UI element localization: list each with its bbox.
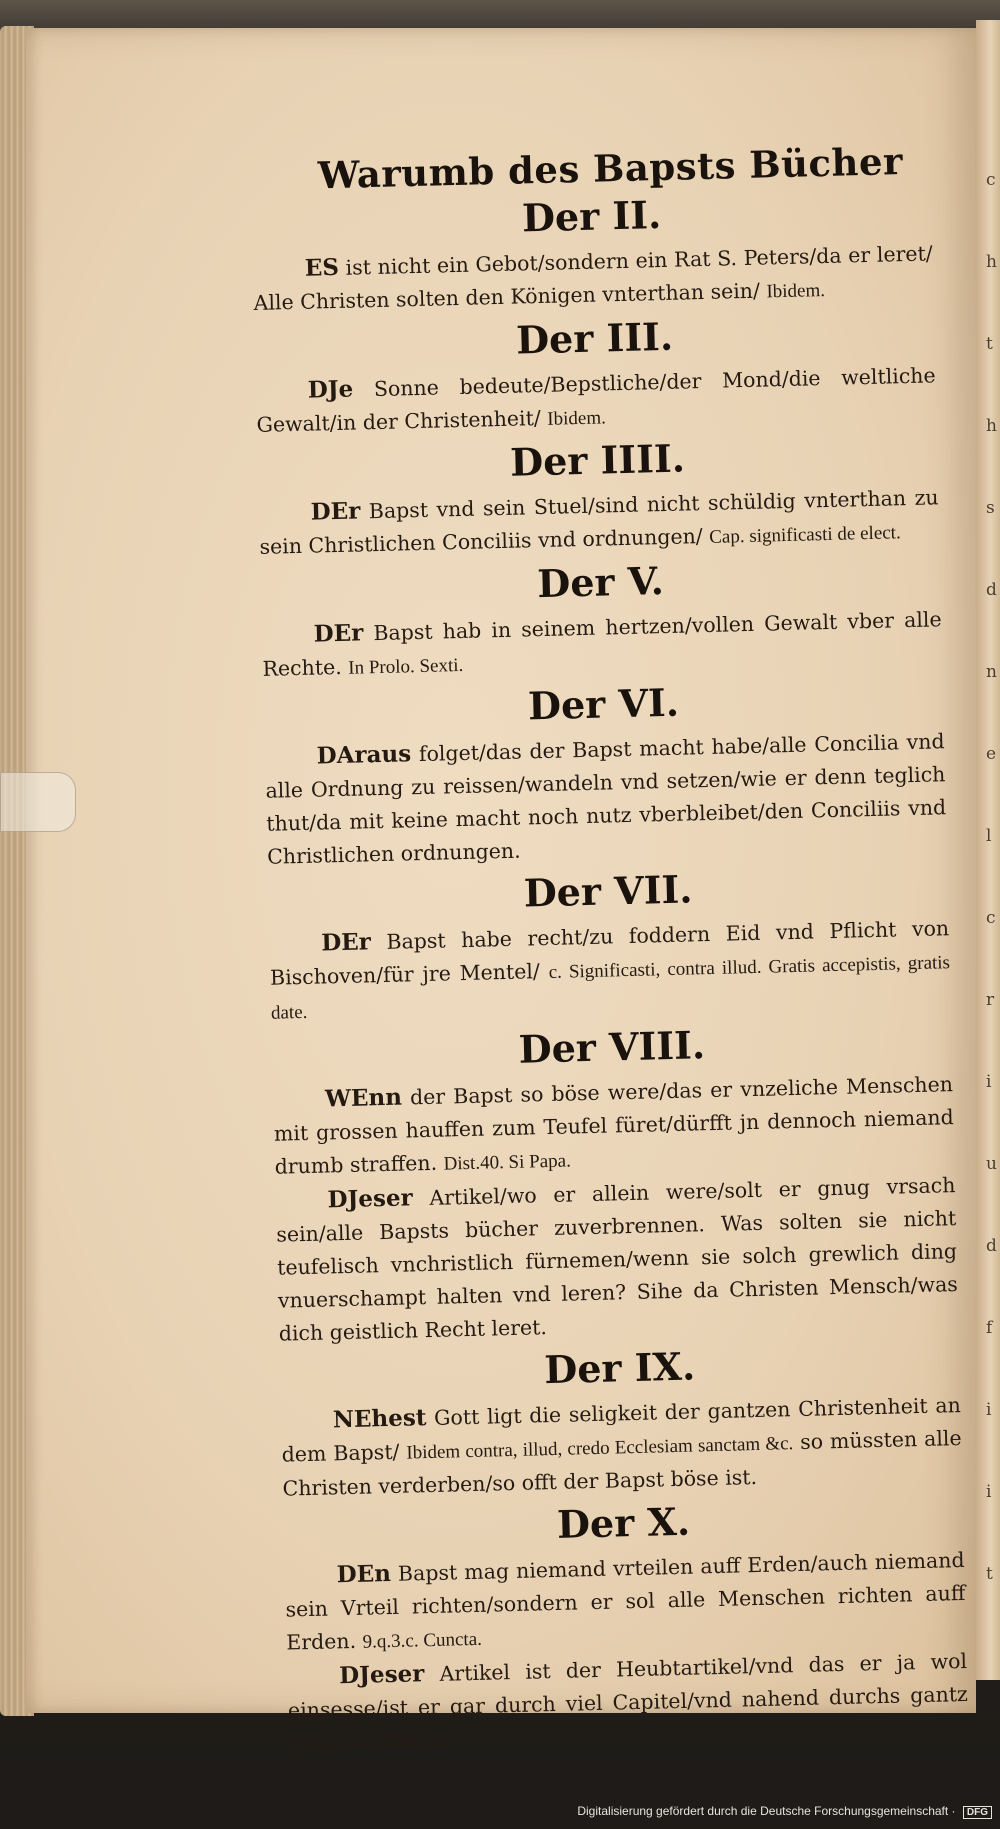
facing-page-glyph: d xyxy=(986,1236,997,1256)
latin-citation: In Prolo. Sexti. xyxy=(347,654,464,679)
initial-letters: DJe xyxy=(307,375,354,404)
initial-letters: ES xyxy=(304,253,340,282)
running-head: Warumb des Bapsts Bücher xyxy=(317,139,904,198)
latin-citation: Ibidem. xyxy=(547,407,607,430)
facing-page-glyph: t xyxy=(986,1564,993,1584)
articles-list xyxy=(251,184,969,1760)
initial-letters: DJeser xyxy=(327,1184,414,1214)
article-heading: Der V. xyxy=(536,558,665,607)
facing-page-glyph: i xyxy=(986,1482,992,1502)
article xyxy=(260,550,943,687)
article-paragraph xyxy=(273,1067,955,1185)
paragraph-text: Sonne bedeute/Bepstliche/der Mond/die weltliche Gewalt/in der Christenheit/ xyxy=(256,363,936,437)
initial-letters: NEhest xyxy=(332,1404,427,1434)
article-heading: Der VIII. xyxy=(518,1022,706,1072)
article-heading: Der III. xyxy=(515,313,674,363)
facing-page-glyph: l xyxy=(986,826,992,846)
article-paragraph xyxy=(281,1388,963,1506)
facing-page-glyph: n xyxy=(986,662,997,682)
digitization-credit xyxy=(577,1804,992,1819)
initial-letters: DEn xyxy=(336,1559,392,1589)
facing-page-glyph: i xyxy=(986,1072,992,1092)
paragraph-text: Artikel ist der Heubtartikel/vnd das er ja wol einsesse/ist er gar durch viel Capitel/vnd nahend durchs gantz geistlich Recht/ xyxy=(287,1648,969,1756)
article-paragraph xyxy=(287,1644,969,1761)
article-heading: Der IX. xyxy=(543,1343,696,1393)
initial-letters: DEr xyxy=(310,497,361,526)
credit-text: Digitalisierung gefördert durch die Deutsche Forschungsgemeinschaft · xyxy=(577,1804,956,1818)
facing-page-glyph: h xyxy=(986,416,997,436)
facing-page-glyph: t xyxy=(986,334,993,354)
facing-page-glyph: r xyxy=(986,990,995,1010)
paragraph-text: Bapst hab in seinem hertzen/vollen Gewalt vber alle Rechte. xyxy=(262,607,942,681)
latin-citation: Dist.40. Si Papa. xyxy=(443,1150,572,1175)
facing-page-glyph: h xyxy=(986,252,997,272)
page-text xyxy=(250,138,969,1760)
dfg-logo: DFG xyxy=(963,1806,992,1819)
paragraph-text: Artikel/wo er allein were/solt er gnug vrsach sein/alle Bapsts bücher zuverbrennen. Was solten sie nicht teufelisch vnchristlich fürnemen/wenn sie solch grewlich ding vnuerschampt halten vnd leren? Sihe da Christen Mensch/was dich geistlich Recht leret. xyxy=(276,1173,959,1346)
paragraph-text: Gott ligt die seligkeit der gantzen Christenheit an dem Bapst/ xyxy=(281,1393,962,1467)
article xyxy=(283,1491,969,1761)
article-heading: Der VII. xyxy=(523,866,693,916)
article-paragraph xyxy=(284,1543,966,1661)
initial-letters: DJeser xyxy=(338,1660,425,1690)
article-heading: Der II. xyxy=(521,191,662,241)
facing-page-glyph: i xyxy=(986,1400,992,1420)
article xyxy=(271,1015,959,1351)
initial-letters: DAraus xyxy=(316,740,412,770)
paragraph-text: der Bapst so böse were/das er vnzeliche Menschen mit grossen hauffen zum Teufel füret/dürfft jn dennoch niemand drumb straffen. xyxy=(273,1072,955,1179)
latin-citation: Ibidem contra, illud, credo Ecclesiam sanctam &c. xyxy=(406,1433,794,1464)
facing-page-glyph: c xyxy=(986,908,996,928)
facing-page-glyph: d xyxy=(986,580,997,600)
article xyxy=(268,859,952,1030)
latin-citation: 9.q.3.c. Cuncta. xyxy=(362,1628,483,1653)
page-clip xyxy=(0,772,76,832)
initial-letters: DEr xyxy=(313,619,364,648)
facing-page-glyph: f xyxy=(986,1318,993,1338)
paragraph-text: ist nicht ein Gebot/sondern ein Rat S. Peters/da er leret/ Alle Christen solten den Königen vnterthan sein/ xyxy=(253,241,933,315)
facing-page-glyph: c xyxy=(986,170,996,190)
paragraph-text: Bapst habe recht/zu foddern Eid vnd Pflicht von Bischoven/für jre Mentel/ xyxy=(269,916,950,990)
latin-citation: c. Significasti, contra illud. Gratis accepistis, gratis date. xyxy=(270,952,951,1024)
article-heading: Der VI. xyxy=(527,679,680,729)
facing-page-glyph: e xyxy=(986,744,997,764)
article-heading: Der X. xyxy=(556,1498,691,1547)
article xyxy=(279,1336,963,1506)
article-paragraph xyxy=(275,1168,959,1351)
article xyxy=(254,306,937,443)
article xyxy=(263,672,947,874)
facing-page-glyph: s xyxy=(986,498,995,518)
article xyxy=(257,428,940,565)
article-heading: Der IIII. xyxy=(509,435,686,485)
latin-citation: Cap. significasti de elect. xyxy=(708,522,901,548)
paragraph-tail: so müssten alle Christen verderben/so offt der Bapst böse ist. xyxy=(282,1426,962,1501)
latin-citation: Ibidem. xyxy=(766,279,826,303)
paragraph-text: Bapst vnd sein Stuel/sind nicht schüldig vnterthan zu sein Christlichen Conciliis vnd ordnungen/ xyxy=(259,485,939,559)
article-paragraph xyxy=(264,724,947,874)
article xyxy=(251,184,934,321)
paragraph-text: folget/das der Bapst macht habe/alle Concilia vnd alle Ordnung zu reissen/wandeln vnd setzen/wie er denn teglich thut/da mit keine macht noch nutz vberbleibet/den Conciliis vnd Christlichen ordnungen. xyxy=(265,729,947,869)
paragraph-text: Bapst mag niemand vrteilen auff Erden/auch niemand sein Vrteil richten/sondern er sol alle Menschen richten auff Erden. xyxy=(285,1547,966,1655)
article-paragraph xyxy=(269,911,951,1030)
initial-letters: DEr xyxy=(320,928,372,957)
initial-letters: WEnn xyxy=(324,1083,403,1113)
facing-page-glyph: u xyxy=(986,1154,997,1174)
